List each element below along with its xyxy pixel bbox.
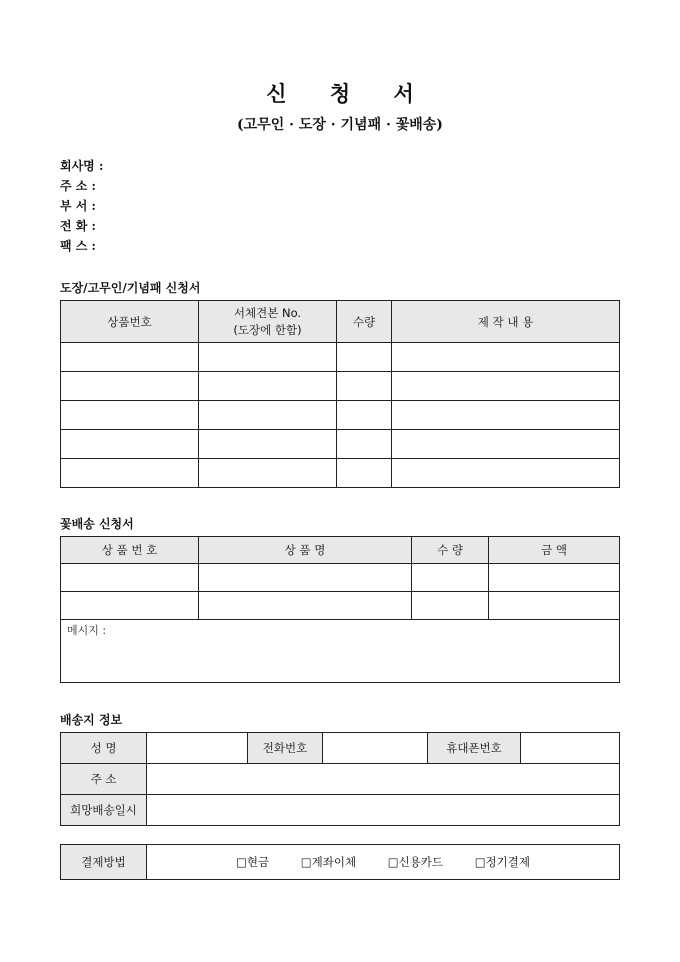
payment-option-subscription[interactable]: □정기결제 (474, 855, 530, 869)
col-font-sample-line1: 서체견본 No. (233, 305, 302, 320)
col-product-number: 상 품 번 호 (61, 537, 199, 564)
cell[interactable] (199, 564, 412, 592)
cell[interactable] (392, 401, 620, 430)
cell[interactable] (489, 564, 620, 592)
table-row (61, 343, 620, 372)
col-amount: 금 액 (489, 537, 620, 564)
phone-label: 전화번호 (248, 733, 323, 764)
section-stamp-heading: 도장/고무인/기념패 신청서 (60, 281, 201, 295)
title-char-1: 신 (266, 81, 287, 106)
delivery-info-table (60, 732, 620, 826)
title-char-2: 청 (329, 81, 351, 106)
table-row (61, 592, 620, 620)
table-row (61, 564, 620, 592)
col-product-number: 상품번호 (61, 301, 199, 343)
company-info (60, 156, 103, 256)
document-title (0, 78, 680, 108)
table-row (61, 459, 620, 488)
flower-order-table (60, 536, 620, 683)
col-product-name: 상 품 명 (199, 537, 412, 564)
cell[interactable] (61, 372, 199, 401)
cell[interactable] (61, 430, 199, 459)
cell[interactable] (392, 430, 620, 459)
delivery-date-label: 희망배송일시 (61, 795, 147, 826)
cell[interactable] (199, 430, 337, 459)
message-label: 메시지 : (67, 624, 107, 637)
table-row (61, 430, 620, 459)
cell[interactable] (61, 564, 199, 592)
cell[interactable] (337, 459, 392, 488)
section-delivery-heading: 배송지 정보 (60, 713, 123, 727)
cell[interactable] (412, 564, 489, 592)
fax-label: 팩 스 : (60, 239, 96, 253)
cell[interactable] (337, 372, 392, 401)
delivery-date-field[interactable] (147, 795, 620, 826)
cell[interactable] (199, 343, 337, 372)
cell[interactable] (61, 401, 199, 430)
cell[interactable] (392, 343, 620, 372)
col-font-sample-line2: (도장에 한함) (233, 322, 302, 337)
col-quantity: 수 량 (412, 537, 489, 564)
address-label: 주 소 (61, 764, 147, 795)
phone-field[interactable] (323, 733, 428, 764)
phone-label: 전 화 : (60, 219, 96, 233)
message-field[interactable] (61, 620, 620, 683)
cell[interactable] (392, 459, 620, 488)
cell[interactable] (337, 401, 392, 430)
document-subtitle: (고무인 · 도장 · 기념패 · 꽃배송) (237, 117, 443, 133)
name-field[interactable] (147, 733, 248, 764)
payment-table (60, 844, 620, 880)
mobile-field[interactable] (521, 733, 620, 764)
cell[interactable] (199, 372, 337, 401)
payment-option-transfer[interactable]: □계좌이체 (300, 855, 357, 869)
col-font-sample (199, 301, 337, 343)
address-field[interactable] (147, 764, 620, 795)
payment-options (147, 845, 620, 880)
title-char-3: 서 (393, 81, 414, 106)
cell[interactable] (337, 343, 392, 372)
col-quantity: 수량 (337, 301, 392, 343)
address-label: 주 소 : (60, 179, 96, 193)
cell[interactable] (489, 592, 620, 620)
payment-method-label: 결제방법 (61, 845, 147, 880)
table-row (61, 401, 620, 430)
cell[interactable] (199, 459, 337, 488)
department-label: 부 서 : (60, 199, 96, 213)
cell[interactable] (61, 343, 199, 372)
name-label: 성 명 (61, 733, 147, 764)
mobile-label: 휴대폰번호 (428, 733, 521, 764)
cell[interactable] (337, 430, 392, 459)
cell[interactable] (199, 401, 337, 430)
section-flower-heading: 꽃배송 신청서 (60, 517, 134, 531)
stamp-order-table (60, 300, 620, 488)
cell[interactable] (61, 592, 199, 620)
cell[interactable] (412, 592, 489, 620)
cell[interactable] (61, 459, 199, 488)
cell[interactable] (392, 372, 620, 401)
payment-option-card[interactable]: □신용카드 (387, 855, 444, 869)
cell[interactable] (199, 592, 412, 620)
payment-option-cash[interactable]: □현금 (236, 855, 270, 869)
col-production-content: 제 작 내 용 (392, 301, 620, 343)
table-row (61, 372, 620, 401)
company-name-label: 회사명 : (60, 159, 104, 173)
